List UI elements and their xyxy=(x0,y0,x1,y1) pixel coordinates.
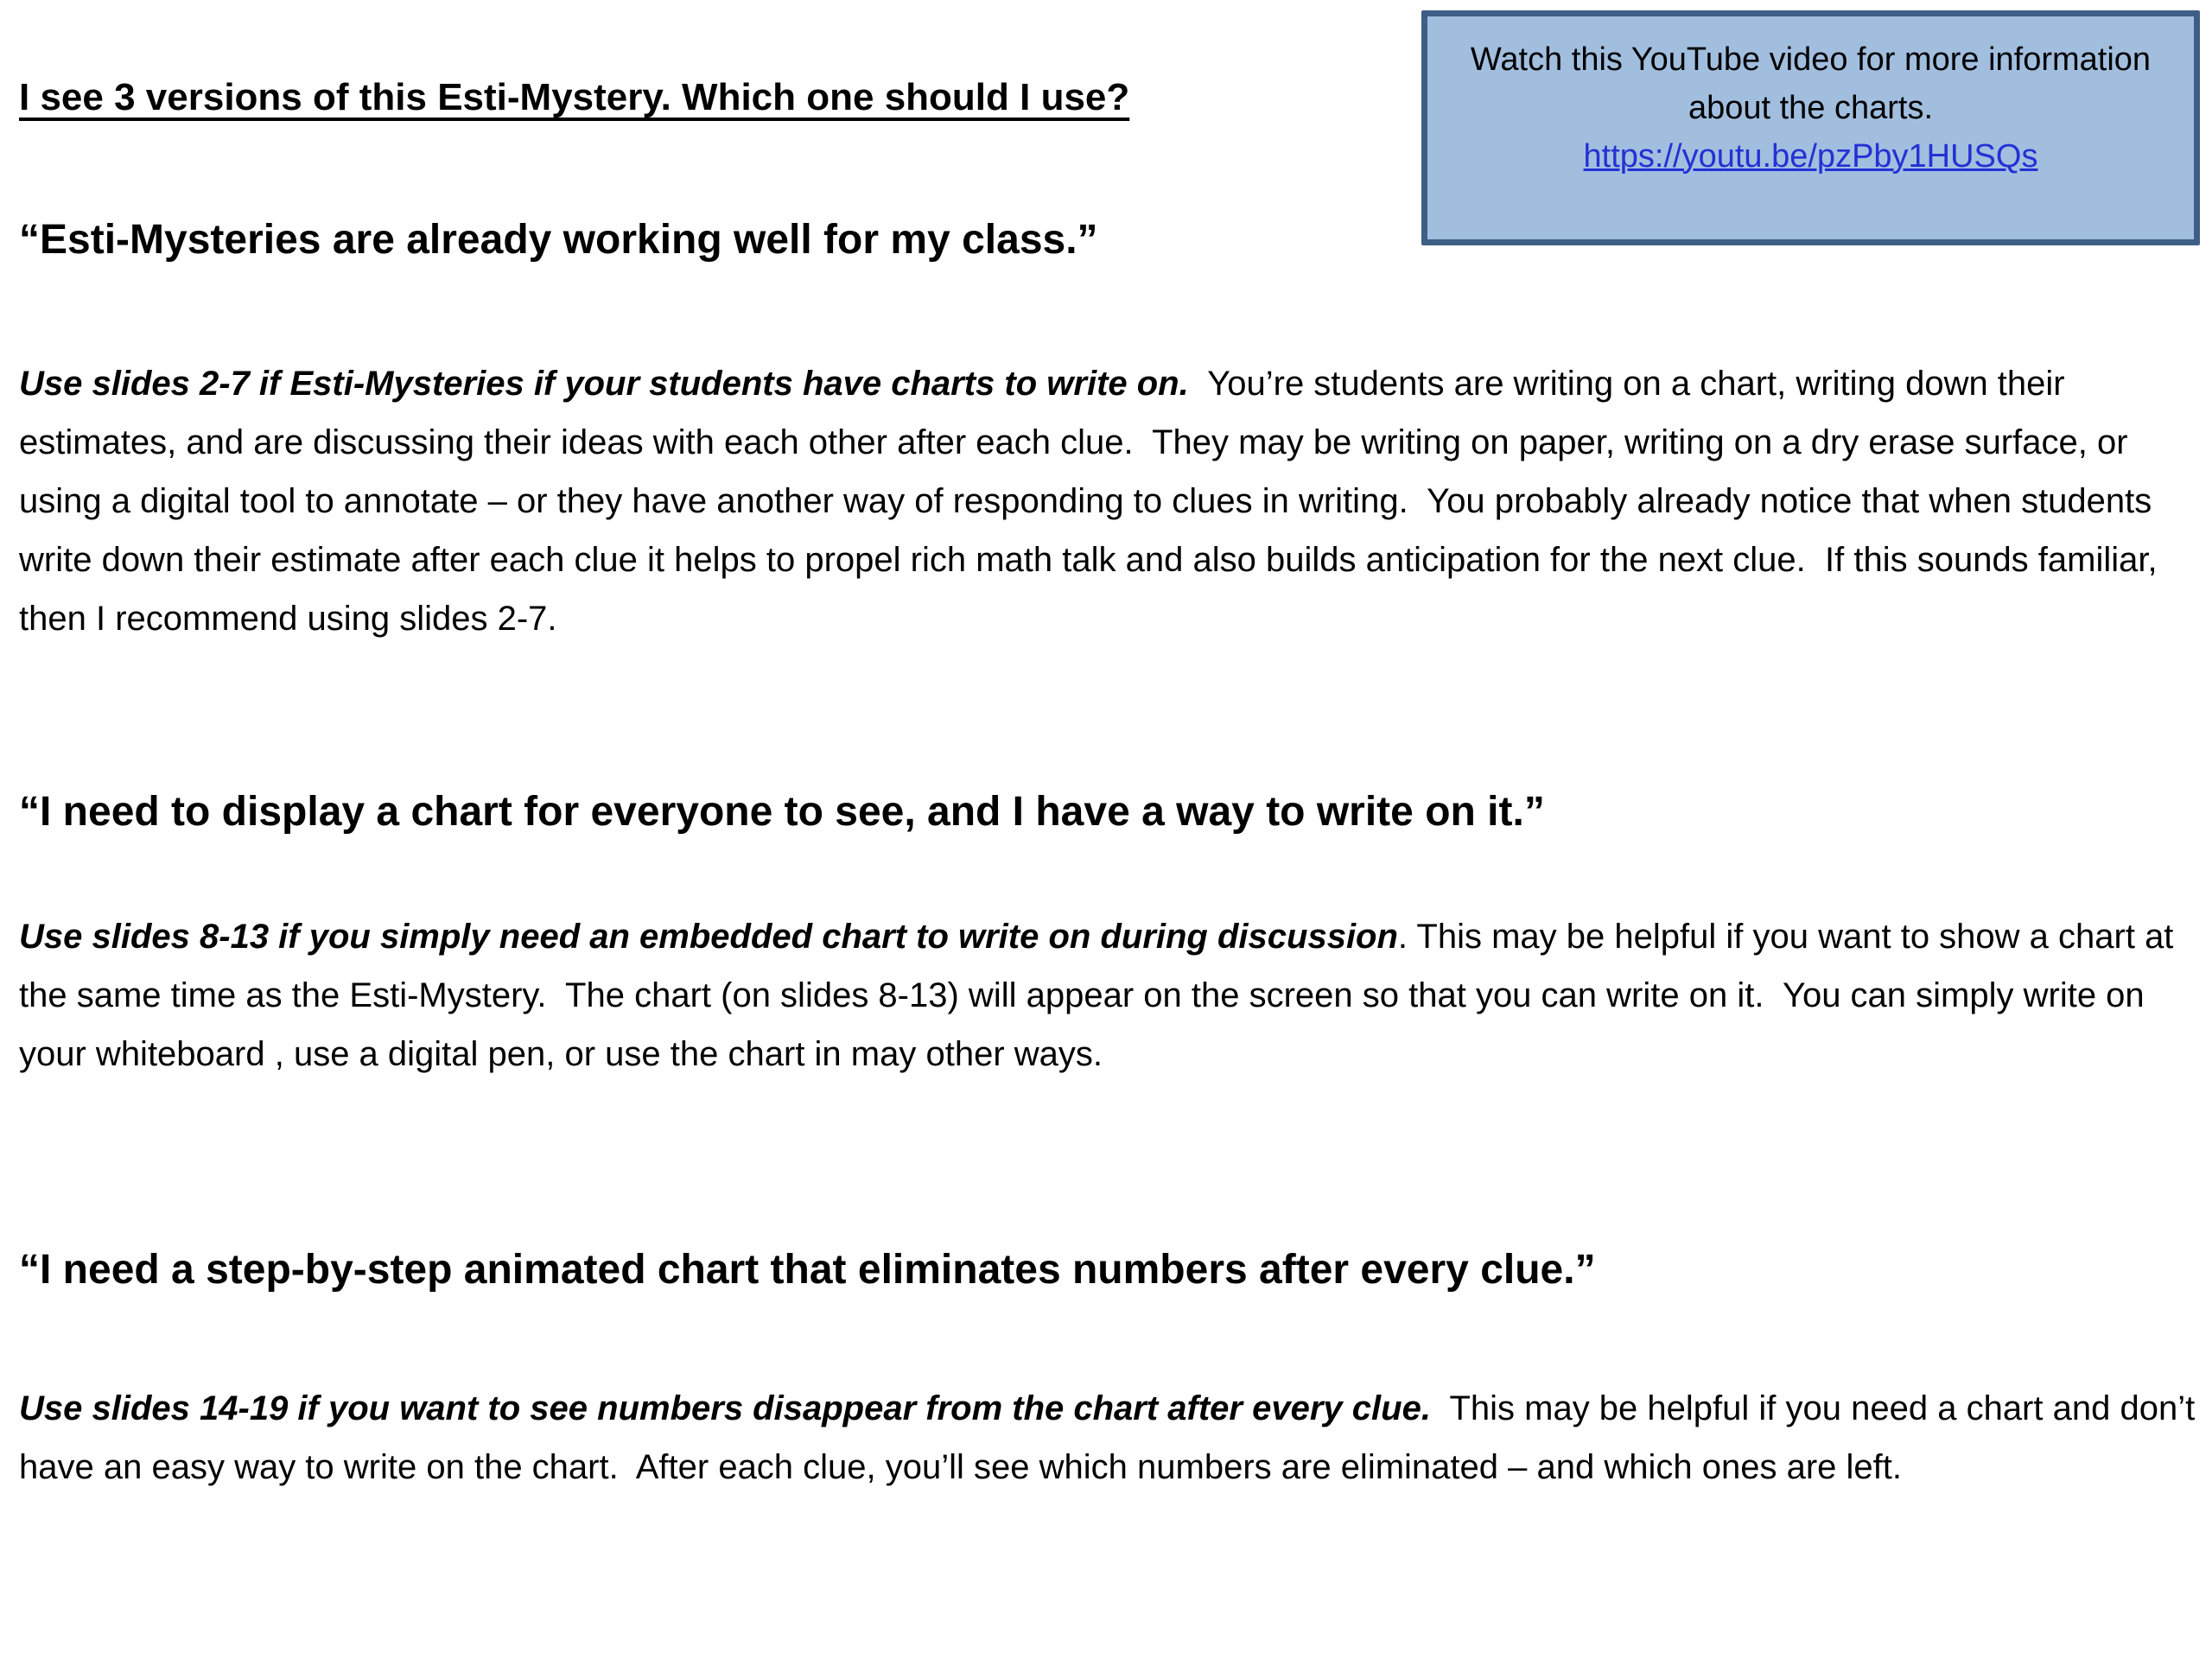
section-2-lead: Use slides 8-13 if you simply need an embedded chart to write on during discussion xyxy=(19,918,1398,956)
section-3-paragraph xyxy=(19,1379,2205,1497)
callout-text: Watch this YouTube video for more information about the charts. xyxy=(1470,41,2152,126)
section-1-body: You’re students are writing on a chart, writing down their estimates, and are discussing their ideas with each other after each clue. They may be writing on paper, writing on a dry erase surface, or using a digital tool to annotate – or they have another way of responding to clues in writing. You probably already notice that when students write down their estimate after each clue it helps to propel rich math talk and also builds anticipation for the next clue. If this sounds familiar, then I recommend using slides 2-7. xyxy=(19,365,2167,638)
page-title: I see 3 versions of this Esti-Mystery. Which one should I use? xyxy=(19,76,1130,118)
section-1-lead: Use slides 2-7 if Esti-Mysteries if your students have charts to write on. xyxy=(19,365,1189,403)
section-2-heading: “I need to display a chart for everyone to see, and I have a way to write on it.” xyxy=(19,789,1545,835)
section-2-paragraph xyxy=(19,907,2198,1084)
section-1-heading: “Esti-Mysteries are already working well for my class.” xyxy=(19,217,1098,263)
section-3-heading: “I need a step-by-step animated chart that eliminates numbers after every clue.” xyxy=(19,1247,1596,1293)
section-3-body: This may be helpful if you need a chart and don’t have an easy way to write on the chart. After each clue, you’ll see which numbers are eliminated – and which ones are left. xyxy=(19,1389,2205,1486)
section-1-paragraph xyxy=(19,354,2198,648)
section-3-lead: Use slides 14-19 if you want to see numbers disappear from the chart after every clue. xyxy=(19,1389,1431,1427)
section-2-body: . This may be helpful if you want to show a chart at the same time as the Esti-Mystery. The chart (on slides 8-13) will appear on the screen so that you can write on it. You can simply write on your whiteboard , use a digital pen, or use the chart in may other ways. xyxy=(19,918,2183,1073)
youtube-callout xyxy=(1421,10,2200,245)
youtube-link[interactable]: https://youtu.be/pzPby1HUSQs xyxy=(1583,138,2038,175)
